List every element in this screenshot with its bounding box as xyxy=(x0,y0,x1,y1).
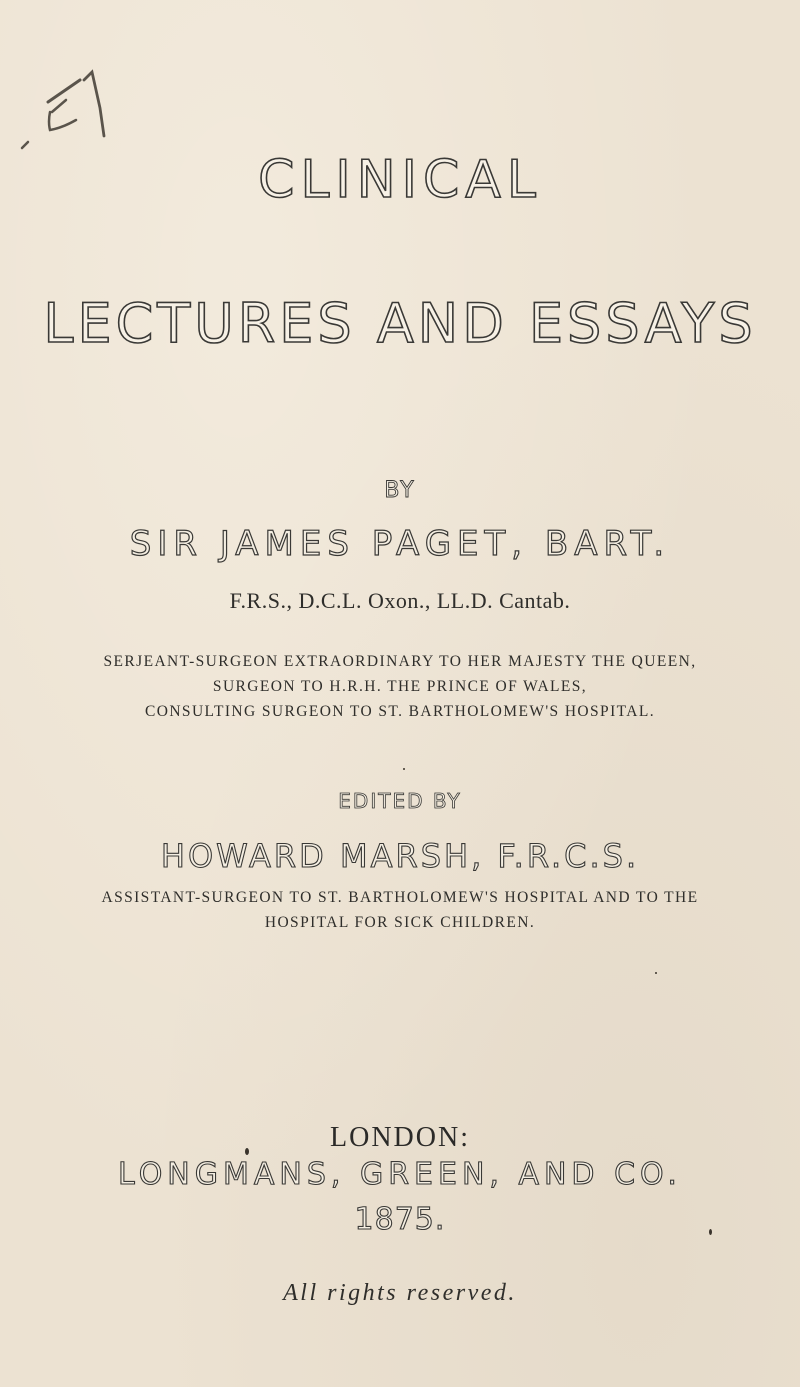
publisher-name: LONGMANS, GREEN, AND CO. xyxy=(118,1157,682,1192)
publication-place: LONDON: xyxy=(330,1122,470,1153)
title-line-1: CLINICAL xyxy=(258,150,542,210)
editor-role-2: HOSPITAL FOR SICK CHILDREN. xyxy=(264,914,536,931)
edited-by-label: EDITED BY xyxy=(338,789,462,813)
rights-notice: All rights reserved. xyxy=(283,1280,517,1306)
pencil-mark xyxy=(20,50,130,160)
ink-speck xyxy=(245,1148,249,1155)
author-name: SIR JAMES PAGET, BART. xyxy=(129,524,671,564)
ink-speck xyxy=(709,1229,712,1235)
ink-speck xyxy=(655,972,657,974)
author-role-1: SERJEANT-SURGEON EXTRAORDINARY TO HER MAJESTY THE QUEEN, xyxy=(103,653,697,670)
author-role-2: SURGEON TO H.R.H. THE PRINCE OF WALES, xyxy=(212,678,588,695)
title-line-2: LECTURES AND ESSAYS xyxy=(43,292,757,355)
by-label: BY xyxy=(384,478,416,503)
editor-name: HOWARD MARSH, F.R.C.S. xyxy=(160,837,640,875)
ink-speck xyxy=(403,768,405,770)
author-degrees: F.R.S., D.C.L. Oxon., LL.D. Cantab. xyxy=(229,588,571,613)
editor-role-1: ASSISTANT-SURGEON TO ST. BARTHOLOMEW'S HOSPITAL AND TO THE xyxy=(101,889,699,906)
publication-year: 1875. xyxy=(354,1202,446,1237)
author-role-3: CONSULTING SURGEON TO ST. BARTHOLOMEW'S HOSPITAL. xyxy=(145,703,655,720)
